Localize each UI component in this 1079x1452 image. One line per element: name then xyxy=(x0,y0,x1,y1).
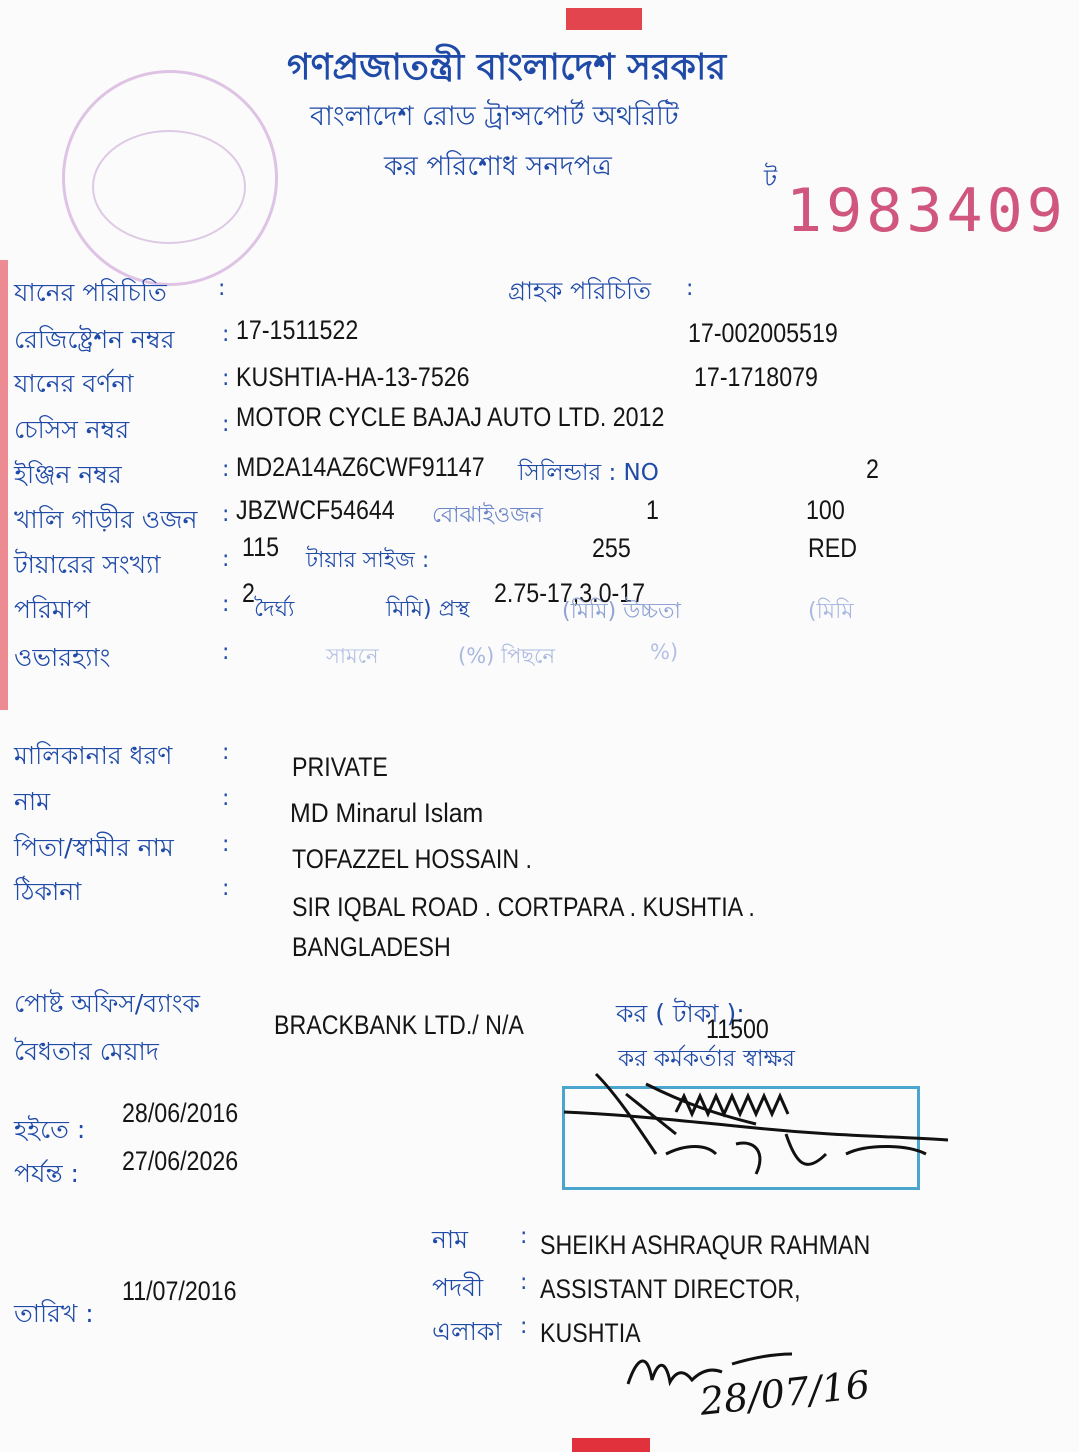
valid-from-value: 28/06/2016 xyxy=(122,1098,239,1128)
officer-name-value: SHEIKH ASHRAQUR RAHMAN xyxy=(540,1230,871,1260)
address-value: SIR IQBAL ROAD . CORTPARA . KUSHTIA . xyxy=(292,892,755,922)
chassis-value: MOTOR CYCLE BAJAJ AUTO LTD. 2012 xyxy=(236,402,665,432)
vehicle-description-value: KUSHTIA-HA-13-7526 xyxy=(236,362,470,392)
area-value: KUSHTIA xyxy=(540,1318,641,1348)
empty-weight-value: JBZWCF54644 xyxy=(236,495,395,525)
address-line2-value: BANGLADESH xyxy=(292,932,451,962)
load-weight-label: বোঝাইওজন xyxy=(432,503,544,528)
father-name-label: পিতা/স্বামীর নাম xyxy=(14,833,174,862)
colon: : xyxy=(222,322,230,347)
valid-from-label: হইতে : xyxy=(14,1115,86,1144)
authority-title: বাংলাদেশ রোড ট্রান্সপোর্ট অথরিটি xyxy=(310,101,679,132)
receiver-id-2-value: 17-1718079 xyxy=(694,362,818,392)
tyre-count-label: টায়ারের সংখ্যা xyxy=(14,550,161,579)
colon: : xyxy=(222,412,230,437)
tyre-size-label: টায়ার সাইজ : xyxy=(306,548,430,573)
officer-name-label: নাম xyxy=(432,1225,469,1254)
officer-signature-label: কর কর্মকর্তার স্বাক্ষর xyxy=(618,1046,795,1072)
colon: : xyxy=(222,547,230,572)
vehicle-description-label: যানের বর্ণনা xyxy=(14,369,134,398)
color-value: RED xyxy=(808,533,858,563)
colon: : xyxy=(222,592,230,617)
serial-prefix: ট xyxy=(764,164,778,192)
tax-amount-label: কর ( টাকা ): xyxy=(616,999,745,1028)
colon: : xyxy=(222,832,230,857)
registration-value: 17-1511522 xyxy=(236,315,359,345)
colon: : xyxy=(222,640,230,665)
document-title: কর পরিশোধ সনদপত্র xyxy=(384,151,612,182)
validity-label: বৈধতার মেয়াদ xyxy=(14,1037,159,1066)
signature-date: 28/07/16 xyxy=(697,1362,873,1424)
post-bank-label: পোষ্ট অফিস/ব্যাংক xyxy=(14,989,200,1018)
serial-number: 1983409 xyxy=(786,176,1067,246)
vehicle-section-label: যানের পরিচিতি xyxy=(14,278,167,307)
father-name-value: TOFAZZEL HOSSAIN . xyxy=(292,844,532,874)
cylinder-label: সিলিন্ডার : NO xyxy=(518,460,659,486)
ownership-type-label: মালিকানার ধরণ xyxy=(14,741,173,770)
receiver-id-value: 17-002005519 xyxy=(688,318,838,348)
area-label: এলাকা xyxy=(432,1317,502,1346)
inner-seal-stamp xyxy=(92,130,246,244)
length-label: দৈর্ঘ্য xyxy=(254,597,295,622)
rear-percent-close: %) xyxy=(650,640,679,664)
overhang-label: ওভারহ্যাং xyxy=(14,643,111,672)
height-label: (মিমি) উচ্চতা xyxy=(562,599,681,624)
tyre-size-value: 255 xyxy=(592,533,631,563)
colon: : xyxy=(222,502,230,527)
owner-name-label: নাম xyxy=(14,787,51,816)
measurement-value: 2 xyxy=(242,578,255,608)
valid-to-value: 27/06/2026 xyxy=(122,1146,239,1176)
date-label: তারিখ : xyxy=(14,1299,94,1328)
tyre-count-value: 115 xyxy=(242,532,280,562)
bottom-red-mark xyxy=(572,1438,650,1452)
valid-to-label: পর্যন্ত : xyxy=(14,1159,79,1188)
left-edge-mark xyxy=(0,260,8,710)
colon: : xyxy=(222,366,230,391)
receiver-section-label: গ্রাহক পরিচিতি xyxy=(508,277,652,305)
government-title: গণপ্রজাতন্ত্রী বাংলাদেশ সরকার xyxy=(287,47,727,88)
measurement-label: পরিমাপ xyxy=(14,595,90,624)
empty-weight-label: খালি গাড়ীর ওজন xyxy=(14,505,198,534)
dimension-value: 2.75-17,3.0-17 xyxy=(494,578,646,608)
seat-value: 2 xyxy=(866,454,879,484)
mm-width-label: মিমি) প্রস্থ xyxy=(386,597,470,622)
ownership-type-value: PRIVATE xyxy=(292,752,388,782)
colon: : xyxy=(222,786,230,811)
rear-percent-label: (%) পিছনে xyxy=(458,644,555,668)
engine-value: MD2A14AZ6CWF91147 xyxy=(236,452,485,482)
address-label: ঠিকানা xyxy=(14,877,82,906)
colon: : xyxy=(686,276,694,301)
colon: : xyxy=(222,876,230,901)
registration-label: রেজিষ্ট্রেশন নম্বর xyxy=(14,325,175,354)
colon: : xyxy=(218,276,226,301)
chassis-label: চেসিস নম্বর xyxy=(14,415,130,444)
colon: : xyxy=(520,1224,528,1249)
tax-amount-value: 11500 xyxy=(706,1014,769,1044)
colon: : xyxy=(520,1270,528,1295)
colon: : xyxy=(222,457,230,482)
load-weight-value: 1 xyxy=(646,495,659,525)
owner-name-value: MD Minarul Islam xyxy=(290,798,484,828)
designation-value: ASSISTANT DIRECTOR, xyxy=(540,1274,801,1304)
officer-signature xyxy=(556,1054,956,1194)
colon: : xyxy=(520,1314,528,1339)
engine-label: ইঞ্জিন নম্বর xyxy=(14,460,122,489)
bank-value: BRACKBANK LTD./ N/A xyxy=(274,1010,524,1040)
date-value: 11/07/2016 xyxy=(122,1276,237,1306)
front-label: সামনে xyxy=(326,644,379,668)
colon: : xyxy=(222,740,230,765)
cc-value: 100 xyxy=(806,495,845,525)
designation-label: পদবী xyxy=(432,1273,484,1302)
top-red-mark xyxy=(566,8,642,30)
mm-height-label: (মিমি xyxy=(808,599,854,624)
